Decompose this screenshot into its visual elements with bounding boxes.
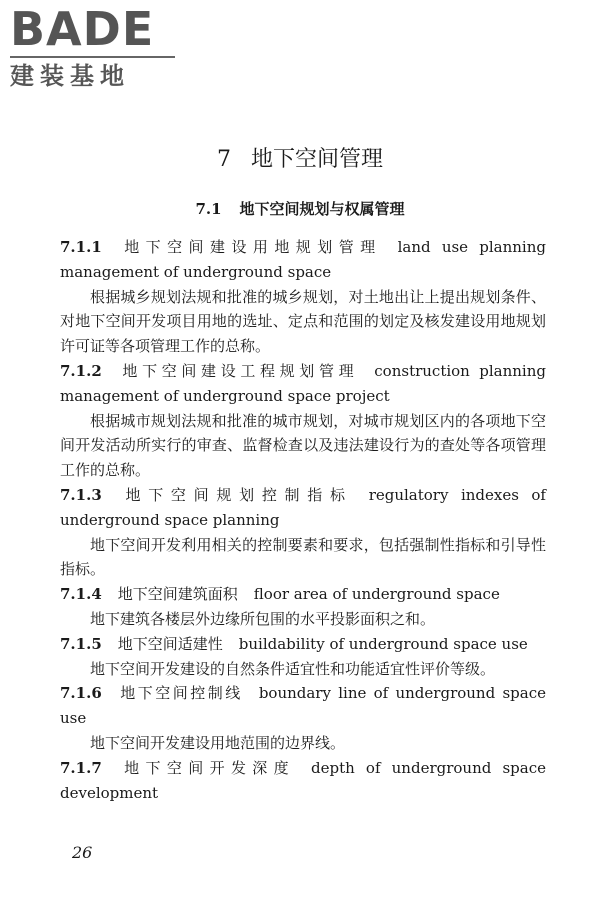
term-english: regulatory indexes of underground space planning	[60, 485, 546, 529]
term-entry	[60, 632, 546, 682]
term-entry	[60, 681, 546, 755]
logo-divider	[10, 56, 175, 58]
term-heading	[60, 756, 546, 806]
term-chinese: 地下空间建设用地规划管理	[117, 238, 382, 256]
term-english: construction planning management of underground space project	[60, 361, 546, 405]
term-heading	[60, 359, 546, 409]
term-chinese: 地下空间控制线	[117, 684, 243, 703]
term-definition: 地下空间开发利用相关的控制要素和要求，包括强制性指标和引导性指标。	[60, 535, 546, 579]
term-entry	[60, 359, 546, 483]
term-number: 7.1.3	[60, 485, 102, 504]
term-number: 7.1.2	[60, 361, 102, 380]
term-heading	[60, 681, 546, 731]
chapter-title	[0, 145, 600, 175]
term-heading	[60, 582, 546, 607]
logo-subtitle: 建装基地	[10, 62, 130, 90]
page-number: 26	[72, 843, 93, 862]
brand-logo	[10, 4, 180, 90]
term-heading	[60, 235, 546, 285]
term-number: 7.1.4	[60, 585, 102, 604]
section-title	[0, 198, 600, 220]
term-english: floor area of underground space	[253, 585, 500, 604]
section-number: 7.1	[195, 200, 222, 218]
term-number: 7.1.7	[60, 758, 102, 777]
term-number: 7.1.6	[60, 684, 102, 703]
term-definition: 根据城市规划法规和批准的城市规划，对城市规划区内的各项地下空间开发活动所实行的审查、监督检查以及违法建设行为的查处等各项管理工作的总称。	[60, 411, 546, 480]
term-heading	[60, 632, 546, 657]
term-english: land use planning management of underground space	[60, 238, 546, 281]
term-definition: 地下建筑各楼层外边缘所包围的水平投影面积之和。	[90, 609, 436, 628]
term-chinese: 地下空间建设工程规划管理	[117, 361, 359, 380]
term-entry	[60, 582, 546, 632]
term-english: depth of underground space development	[60, 758, 546, 802]
term-entry	[60, 235, 546, 359]
term-definition: 地下空间开发建设的自然条件适宜性和功能适宜性评价等级。	[90, 659, 496, 678]
term-chinese: 地下空间开发深度	[117, 758, 296, 777]
term-definition: 根据城乡规划法规和批准的城乡规划，对土地出让上提出规划条件、对地下空间开发项目用地的选址、定点和范围的划定及核发建设用地规划许可证等各项管理工作的总称。	[60, 287, 546, 356]
term-chinese: 地下空间建筑面积	[117, 585, 238, 604]
term-heading	[60, 483, 546, 533]
term-number: 7.1.1	[60, 238, 102, 256]
chapter-number: 7	[216, 147, 231, 172]
term-definition: 地下空间开发建设用地范围的边界线。	[90, 733, 346, 752]
chapter-title-text: 地下空间管理	[250, 147, 383, 172]
term-number: 7.1.5	[60, 634, 102, 653]
term-english: boundary line of underground space use	[60, 684, 546, 728]
logo-brand-text: BADE	[10, 2, 155, 56]
term-chinese: 地下空间规划控制指标	[117, 485, 353, 504]
section-title-text: 地下空间规划与权属管理	[239, 200, 405, 218]
term-list	[60, 235, 546, 805]
term-english: buildability of underground space use	[238, 634, 528, 653]
term-entry	[60, 756, 546, 806]
term-entry	[60, 483, 546, 582]
term-chinese: 地下空间适建性	[117, 634, 223, 653]
